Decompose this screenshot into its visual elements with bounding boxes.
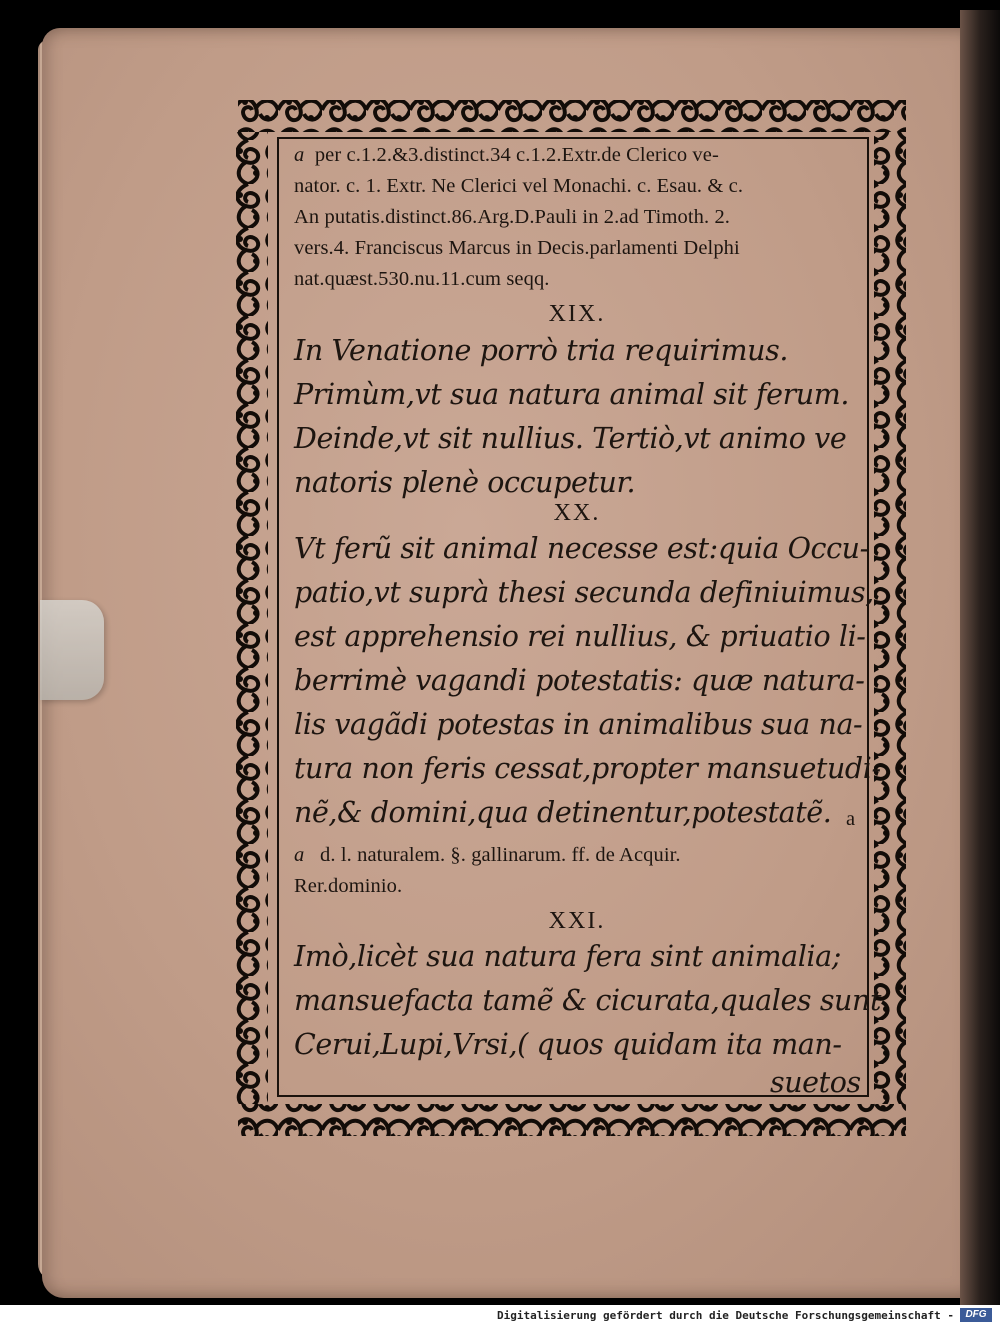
note-line: An putatis.distinct.86.Arg.D.Pauli in 2.ad Timoth. 2.	[294, 206, 731, 228]
book-spine	[960, 10, 1000, 1305]
body-line: patio,vt suprà thesi secunda definiuimus,	[294, 576, 874, 609]
body-line: natoris plenè occupetur.	[294, 466, 636, 499]
body-line: berrimè vagandi potestatis: quæ natura-	[294, 664, 865, 697]
section-heading-xix: XIX.	[548, 301, 606, 327]
bookmark-tab	[40, 600, 104, 700]
body-line: lis vagãdi potestas in animalibus sua na-	[294, 708, 863, 741]
footnote-marker: a	[294, 844, 305, 866]
note-line	[294, 144, 719, 167]
body-line: Vt ferũ sit animal necesse est:quia Occu-	[294, 532, 869, 565]
body-line: In Venatione porrò tria requirimus.	[294, 334, 788, 367]
body-line: est apprehensio rei nullius, & priuatio li-	[294, 620, 866, 653]
body-line: Primùm,vt sua natura animal sit ferum.	[294, 378, 850, 411]
note-line	[294, 844, 681, 867]
body-line: tura non feris cessat,propter mansuetudi-	[294, 752, 881, 785]
section-heading-xx: XX.	[553, 500, 601, 526]
note-line: nator. c. 1. Extr. Ne Clerici vel Monachi. c. Esau. & c.	[294, 175, 744, 197]
footnote-marker: a	[294, 144, 305, 166]
reference-mark: a	[846, 808, 856, 830]
body-line: Imò,licèt sua natura fera sint animalia;	[294, 940, 841, 973]
note-line: Rer.dominio.	[294, 875, 403, 897]
note-line: nat.quæst.530.nu.11.cum seqq.	[294, 268, 550, 290]
section-heading-xxi: XXI.	[548, 908, 606, 934]
catchword: suetos	[770, 1066, 861, 1099]
body-line: mansuefacta tamẽ & cicurata,quales sunt	[294, 984, 882, 1017]
dfg-logo: DFG	[960, 1308, 992, 1322]
body-line: Cerui,Lupi,Vrsi,( quos quidam ita man-	[294, 1028, 842, 1061]
note-text: d. l. naturalem. §. gallinarum. ff. de Acquir.	[320, 844, 681, 866]
note-text: per c.1.2.&3.distinct.34 c.1.2.Extr.de Clerico ve-	[314, 144, 719, 166]
body-line: Deinde,vt sit nullius. Tertiò,vt animo ve	[294, 422, 847, 455]
body-line: nẽ,& domini,qua detinentur,potestatẽ.	[294, 796, 832, 829]
note-line: vers.4. Franciscus Marcus in Decis.parlamenti Delphi	[294, 237, 740, 259]
page-text	[294, 144, 882, 1099]
funding-credit: Digitalisierung gefördert durch die Deutsche Forschungsgemeinschaft -	[497, 1309, 954, 1322]
